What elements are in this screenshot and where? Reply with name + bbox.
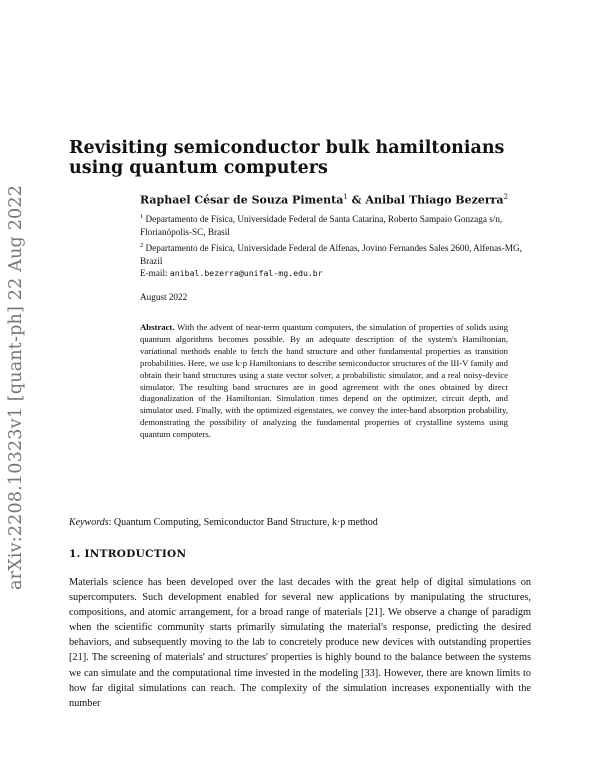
keywords-text: : Quantum Computing, Semiconductor Band Structure, k·p method [108,517,378,528]
email-label: E-mail: [140,268,170,278]
paper-title: Revisiting semiconductor bulk hamiltonians using quantum computers [69,138,505,178]
affiliation-number: 2 [140,242,144,249]
email-address[interactable]: anibal.bezerra@unifal-mg.edu.br [169,268,323,278]
affiliation-number: 1 [140,213,144,220]
arxiv-identifier: arXiv:2208.10323v1 [quant-ph] 22 Aug 2022 [6,184,26,590]
affiliation-marker: 1 [343,193,348,201]
author-list [140,193,540,207]
abstract [140,322,508,441]
author-name: Anibal Thiago Bezerra [365,193,504,207]
publication-date: August 2022 [140,292,188,302]
affiliation-text: Departamento de Física, Universidade Federal de Santa Catarina, Roberto Sampaio Gonzaga s/n, Florianópolis-SC, Brasil [140,214,503,238]
affiliation-text: Departamento de Física, Universidade Federal de Alfenas, Jovino Fernandes Sales 2600, Alfenas-MG, Brazil [140,243,522,267]
affiliation-marker: 2 [503,193,509,201]
keywords [69,517,529,528]
keywords-label: Keywords [69,517,109,528]
affiliation-2 [140,239,540,268]
abstract-text: With the advent of near-term quantum computers, the simulation of properties of solids using quantum algorithms becomes possible. By an adequate description of the system's Hamiltonian, variational methods enable to fetch the band structure and other fundamental properties as transition probabilities. Here, we use k·p Hamiltonians to describe semiconductor structures of the III-V family and obtain their band structures using a state vector solver, a probabilistic simulator, and a real noisy-device simulator. The resulting band structures are in good agreement with the ones obtained by direct diagonalization of the Hamiltonian. Simulation times depend on the optimizer, circuit depth, and simulator used. Finally, with the optimized eigenstates, we convey the inter-band absorption probability, demonstrating the possibility of analyzing the fundamental properties of crystalline systems using quantum computers. [140,322,508,440]
author-name: Raphael César de Souza Pimenta [140,193,344,207]
contact-email [140,268,323,278]
introduction-paragraph: Materials science has been developed over the last decades with the great help of digital simulations on supercomputers. Such development enabled for several new applications by manipulating the structures, compositions, and atomic arrangement, for a broad range of materials [21]. We observe a change of paradigm when the scientific community starts primarily simulating the material's response, predicting the desired behaviors, and subsequently moving to the lab to concretely produce new devices with outstanding properties [21]. The screening of materials' and structures' properties is highly bound to the balance between the systems we can simulate and the computational time invested in the modeling [33]. However, there are known limits to how far digital simulations can reach. The complexity of the simulation increases exponentially with the number [69,577,531,709]
affiliation-1 [140,210,540,239]
author-separator: & [347,193,366,207]
abstract-label: Abstract. [140,322,175,332]
section-heading-introduction: 1. INTRODUCTION [69,548,187,560]
